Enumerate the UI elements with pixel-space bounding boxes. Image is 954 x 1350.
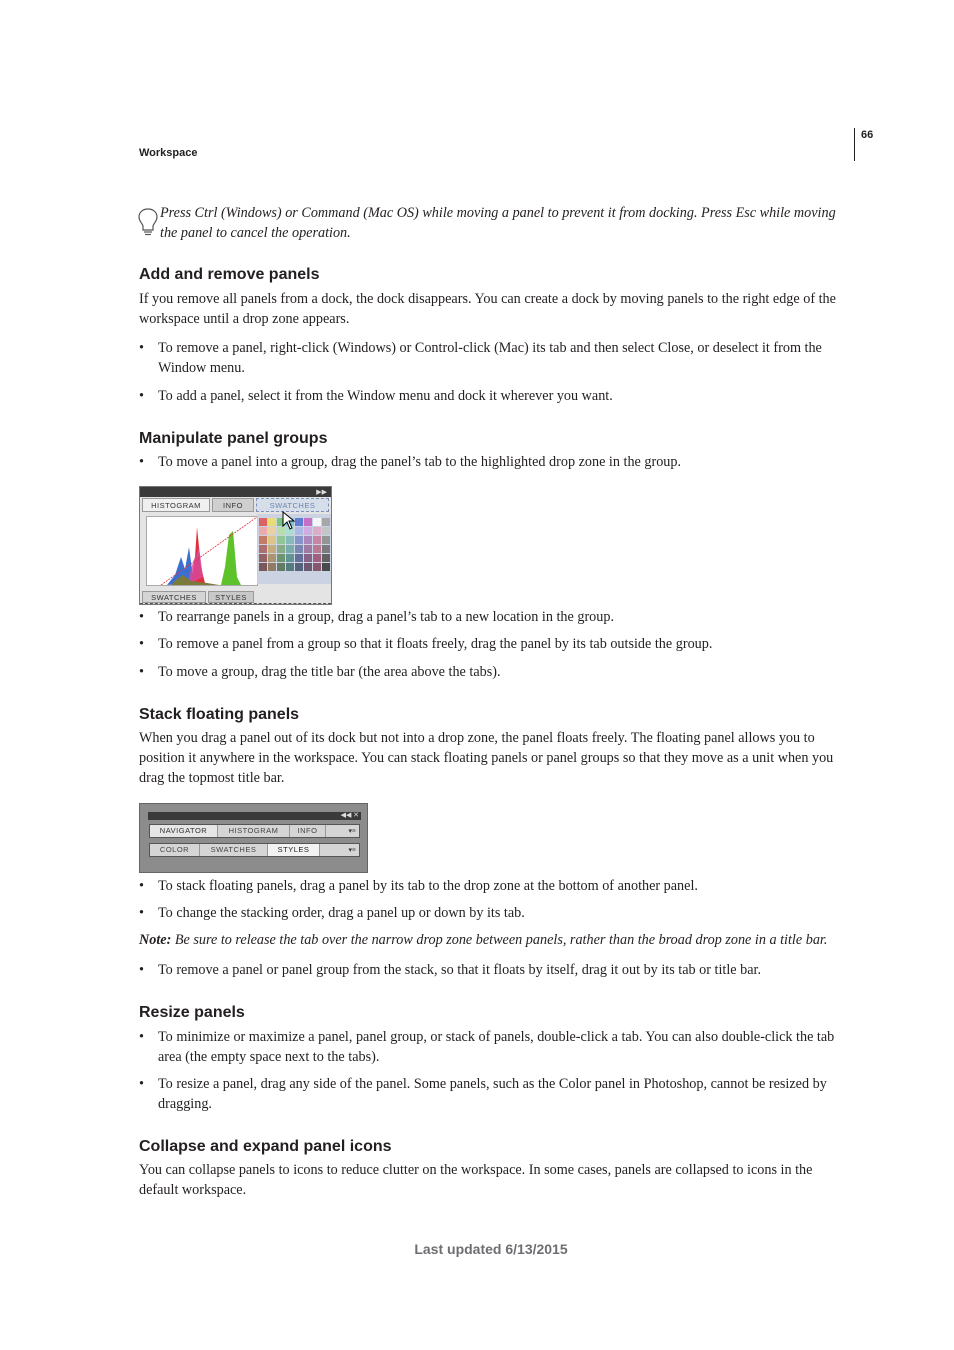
footer-last-updated: Last updated 6/13/2015 [414,1241,568,1257]
header-rule [854,128,855,161]
lightbulb-icon [138,207,158,237]
histogram-graph [147,517,257,585]
list-item [139,634,851,654]
list-item [139,607,851,627]
mouse-cursor-icon [282,511,298,531]
note-text: Be sure to release the tab over the narrow drop zone between panels, rather than the broad drop zone in a title bar. [171,932,828,948]
note-paragraph [139,930,851,950]
list-item [139,452,851,472]
tab-info[interactable]: INFO [290,825,326,837]
tab-navigator[interactable]: NAVIGATOR [150,825,218,837]
list-item-text: To remove a panel, right-click (Windows) or Control-click (Mac) its tab and then select Close, or deselect it from the Window menu. [158,340,822,376]
heading-manipulate-panel-groups: Manipulate panel groups [139,430,328,447]
tab-swatches-dragged[interactable]: SWATCHES [256,498,329,512]
bullet-marker: • [139,454,144,470]
list-item-text: To move a panel into a group, drag the panel’s tab to the highlighted drop zone in the group. [158,454,682,470]
list-item [139,662,851,682]
collapse-arrows-icon: ▶▶ [316,488,327,496]
list-item-text: To minimize or maximize a panel, panel group, or stack of panels, double-click a tab. You can also double-click the tab area (the empty space next to the tabs). [158,1029,835,1065]
paragraph-stack: When you drag a panel out of its dock but not into a drop zone, the panel floats freely. The floating panel allows you to position it anywhere in the workspace. You can stack floating panels or panel groups so that they move as a unit when you drag the topmost title bar. [139,730,834,786]
drop-zone-dashed-line [140,603,331,604]
list-item-text: To resize a panel, drag any side of the panel. Some panels, such as the Color panel in Photoshop, cannot be resized by dragging. [158,1076,827,1112]
collapse-close-icon: ◀◀ ✕ [340,811,359,819]
tab-histogram[interactable]: HISTOGRAM [218,825,290,837]
tab-swatches[interactable]: SWATCHES [142,591,206,603]
panel-tab-row-bottom [149,843,360,857]
bullet-marker: • [139,609,144,625]
tab-swatches[interactable]: SWATCHES [200,844,268,856]
bullet-marker: • [139,1029,144,1045]
tip-text: Press Ctrl (Windows) or Command (Mac OS) while moving a panel to prevent it from docking. Press Esc while moving the panel to cancel the operation. [160,205,836,241]
list-item-text: To change the stacking order, drag a panel up or down by its tab. [158,905,525,921]
panel-tab-row-top [149,824,360,838]
bullet-marker: • [139,878,144,894]
paragraph-collapse: You can collapse panels to icons to reduce clutter on the workspace. In some cases, panels are collapsed to icons in the default workspace. [139,1162,813,1198]
list-item-text: To remove a panel or panel group from the stack, so that it floats by itself, drag it out by its tab or title bar. [158,962,762,978]
bullet-marker: • [139,636,144,652]
panel-tab-row [142,498,329,512]
panel-title-bar [140,487,331,497]
bullet-marker: • [139,388,144,404]
page-number: 66 [861,129,874,141]
list-item-text: To rearrange panels in a group, drag a panel’s tab to a new location in the group. [158,609,615,625]
figure-panel-drag-screenshot [139,486,332,605]
tab-styles[interactable]: STYLES [208,591,254,603]
bullet-marker: • [139,962,144,978]
bullet-marker: • [139,1076,144,1092]
list-item [139,876,851,896]
panel-title-bar [148,812,361,820]
tab-color[interactable]: COLOR [150,844,200,856]
panel-menu-icon[interactable]: ▾≡ [348,827,356,835]
tab-histogram[interactable]: HISTOGRAM [142,498,210,512]
bullet-marker: • [139,905,144,921]
list-item-text: To add a panel, select it from the Window menu and dock it wherever you want. [158,388,613,404]
heading-stack-floating-panels: Stack floating panels [139,706,300,723]
panel-menu-icon[interactable]: ▾≡ [348,846,356,854]
tab-info[interactable]: INFO [212,498,254,512]
list-item-text: To remove a panel from a group so that it floats freely, drag the panel by its tab outside the group. [158,636,713,652]
list-item [139,903,851,923]
bullet-marker: • [139,340,144,356]
running-header: Workspace [139,147,198,159]
figure-stacked-panels-screenshot [139,803,368,873]
panel-bottom-tab-row [142,591,329,603]
list-item-text: To stack floating panels, drag a panel by its tab to the drop zone at the bottom of another panel. [158,878,698,894]
heading-add-remove-panels: Add and remove panels [139,266,320,283]
list-item [139,960,851,980]
heading-collapse-expand-panel-icons: Collapse and expand panel icons [139,1138,392,1155]
paragraph-add-remove: If you remove all panels from a dock, the dock disappears. You can create a dock by moving panels to the right edge of the workspace until a drop zone appears. [139,291,836,327]
list-item [139,386,851,406]
list-item-text: To move a group, drag the title bar (the area above the tabs). [158,664,501,680]
histogram-plot [146,516,258,586]
bullet-marker: • [139,664,144,680]
list-item [139,1074,851,1114]
note-label: Note: [139,932,172,948]
tab-styles[interactable]: STYLES [268,844,320,856]
list-item [139,1027,851,1067]
list-item [139,338,851,378]
heading-resize-panels: Resize panels [139,1004,245,1021]
